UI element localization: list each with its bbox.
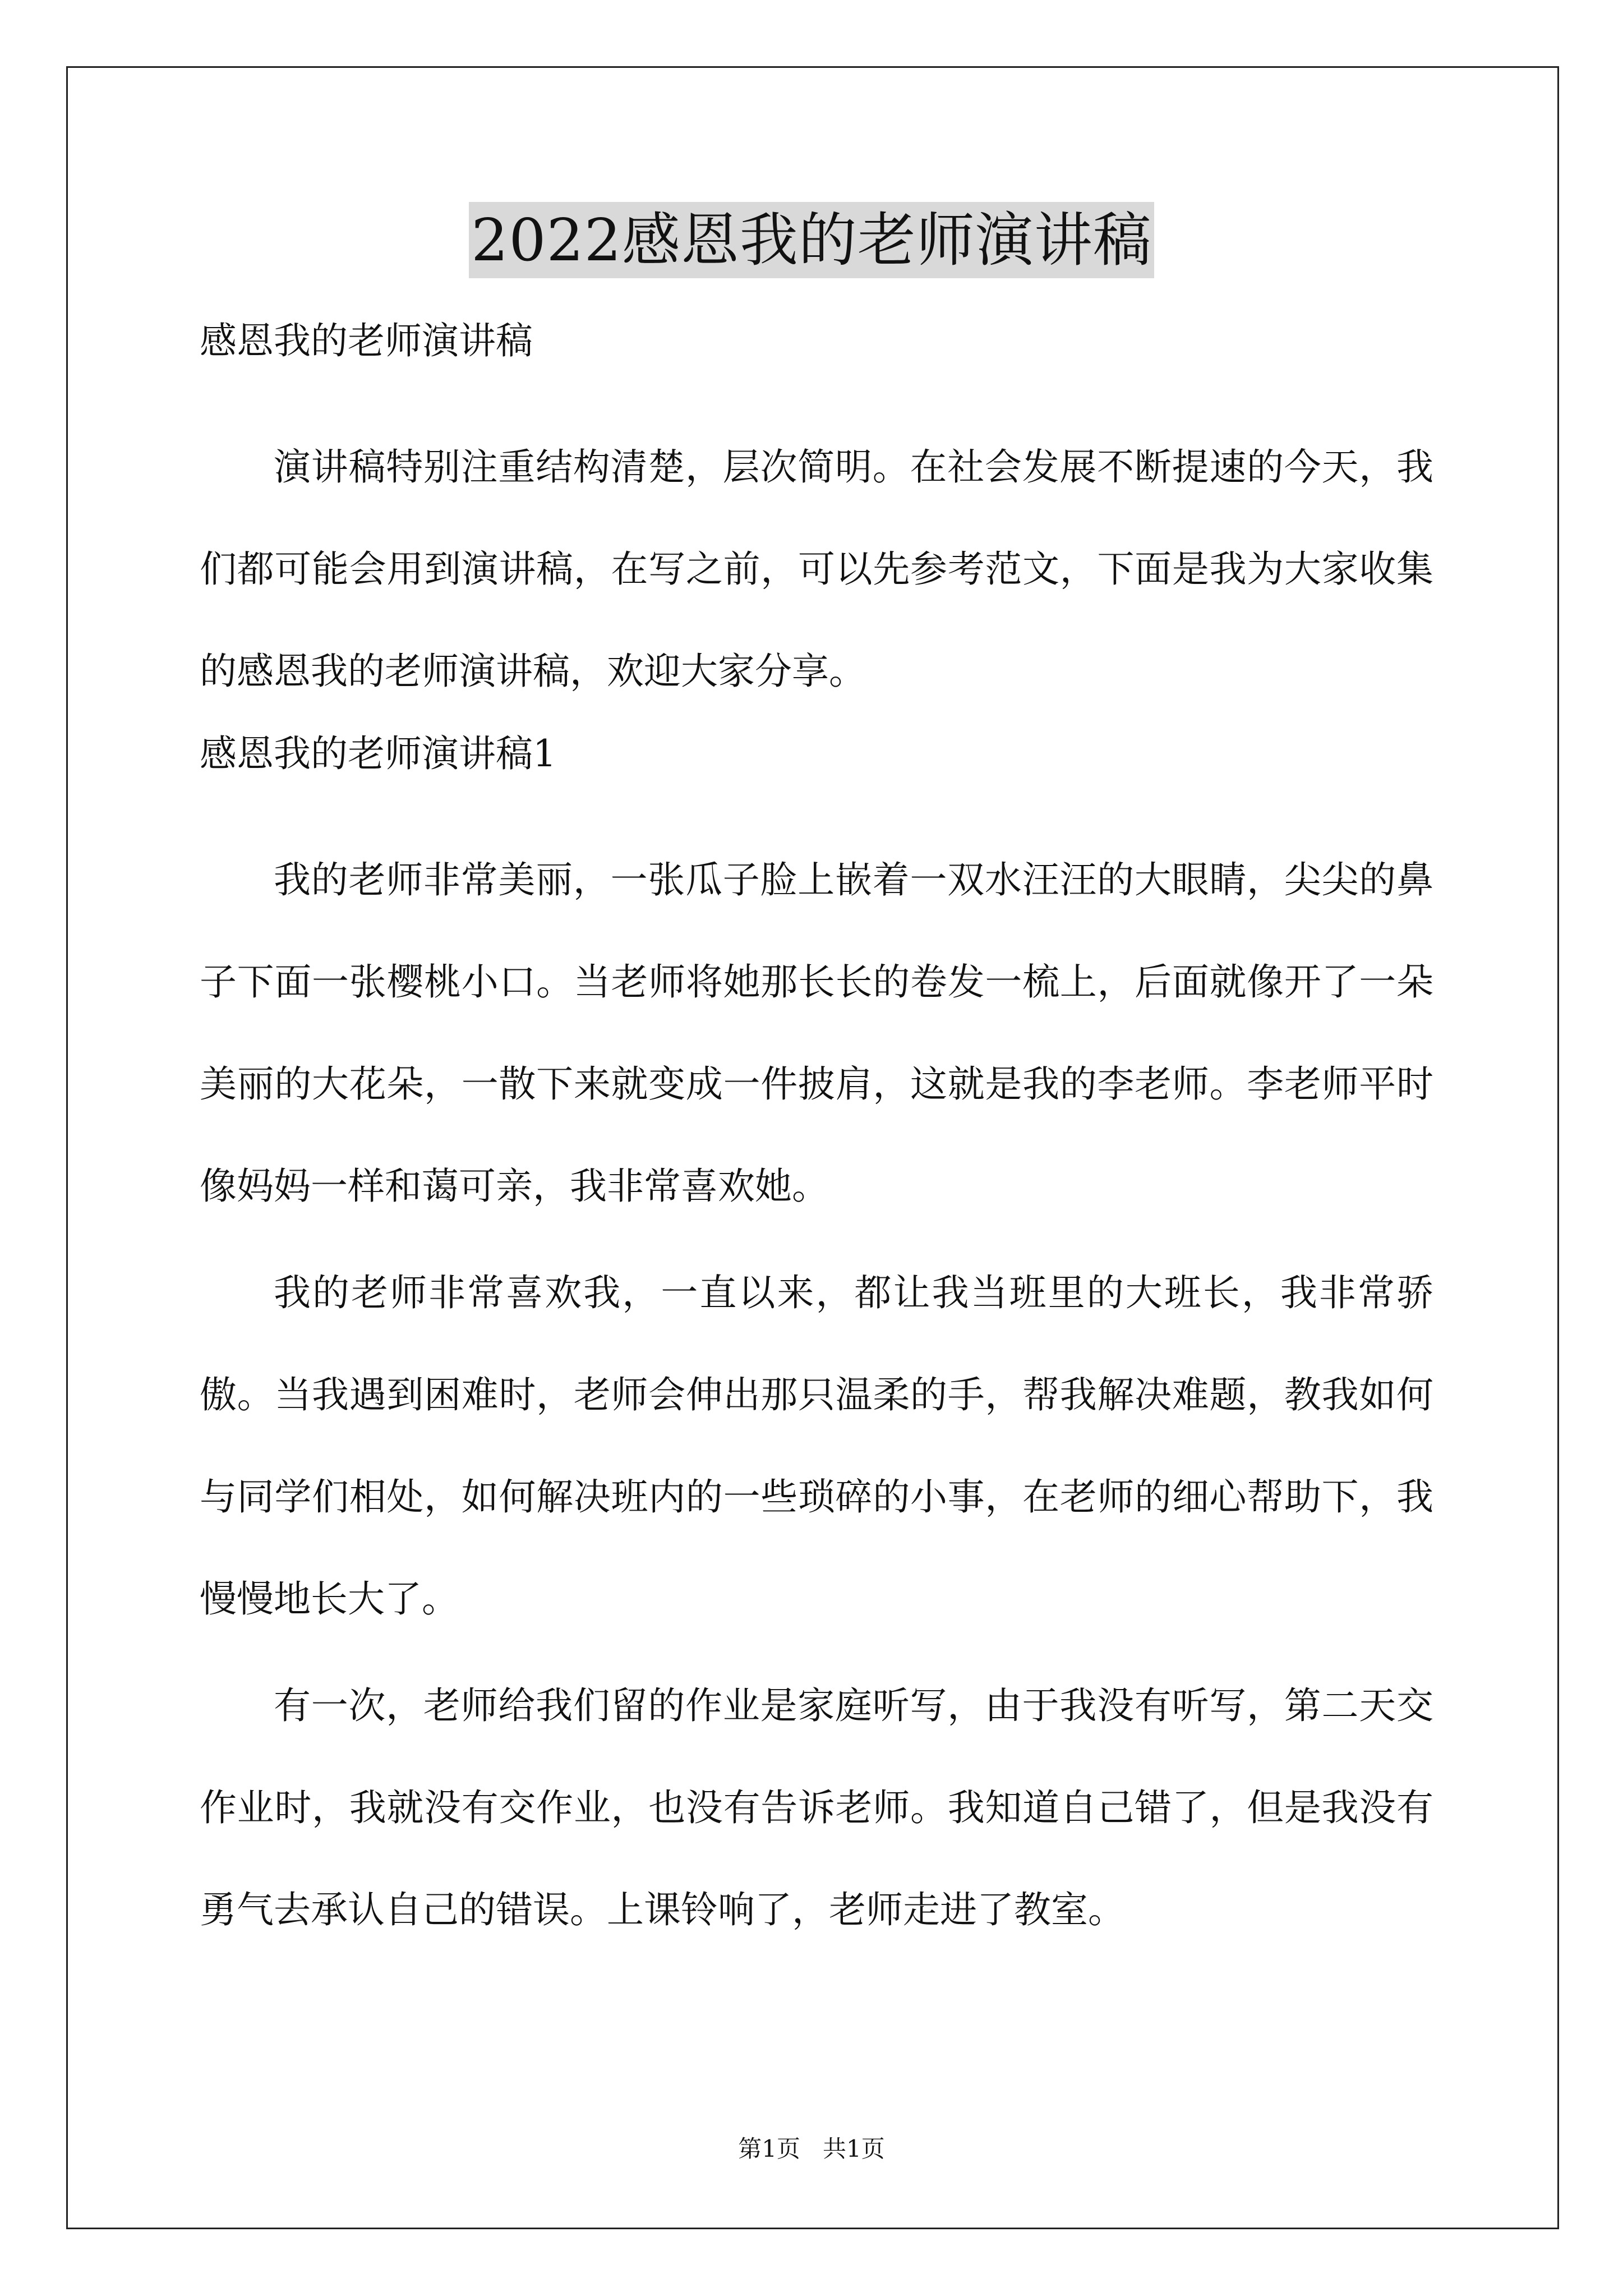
paragraph: 有一次，老师给我们留的作业是家庭听写，由于我没有听写，第二天交作业时，我就没有交作业，也没有告诉老师。我知道自己错了，但是我没有勇气去承认自己的错误。上课铃响了，老师走进了教室。 <box>200 1684 1433 1931</box>
section-heading: 感恩我的老师演讲稿 <box>200 319 533 362</box>
document-body <box>200 314 1433 1966</box>
section-heading: 感恩我的老师演讲稿1 <box>200 732 556 775</box>
paragraph: 我的老师非常喜欢我，一直以来，都让我当班里的大班长，我非常骄傲。当我遇到困难时，老师会伸出那只温柔的手，帮我解决难题，教我如何与同学们相处，如何解决班内的一些琐碎的小事，在老师的细心帮助下，我慢慢地长大了。 <box>200 1271 1433 1621</box>
paragraph: 演讲稿特别注重结构清楚，层次简明。在社会发展不断提速的今天，我们都可能会用到演讲稿，在写之前，可以先参考范文，下面是我为大家收集的感恩我的老师演讲稿，欢迎大家分享。 <box>200 445 1433 693</box>
document-title: 2022感恩我的老师演讲稿 <box>469 202 1154 278</box>
title-container <box>0 202 1623 278</box>
paragraph: 我的老师非常美丽，一张瓜子脸上嵌着一双水汪汪的大眼睛，尖尖的鼻子下面一张樱桃小口。当老师将她那长长的卷发一梳上，后面就像开了一朵美丽的大花朵，一散下来就变成一件披肩，这就是我的李老师。李老师平时像妈妈一样和蔼可亲，我非常喜欢她。 <box>200 858 1433 1208</box>
page-footer: 第1页 共1页 <box>738 2135 885 2162</box>
